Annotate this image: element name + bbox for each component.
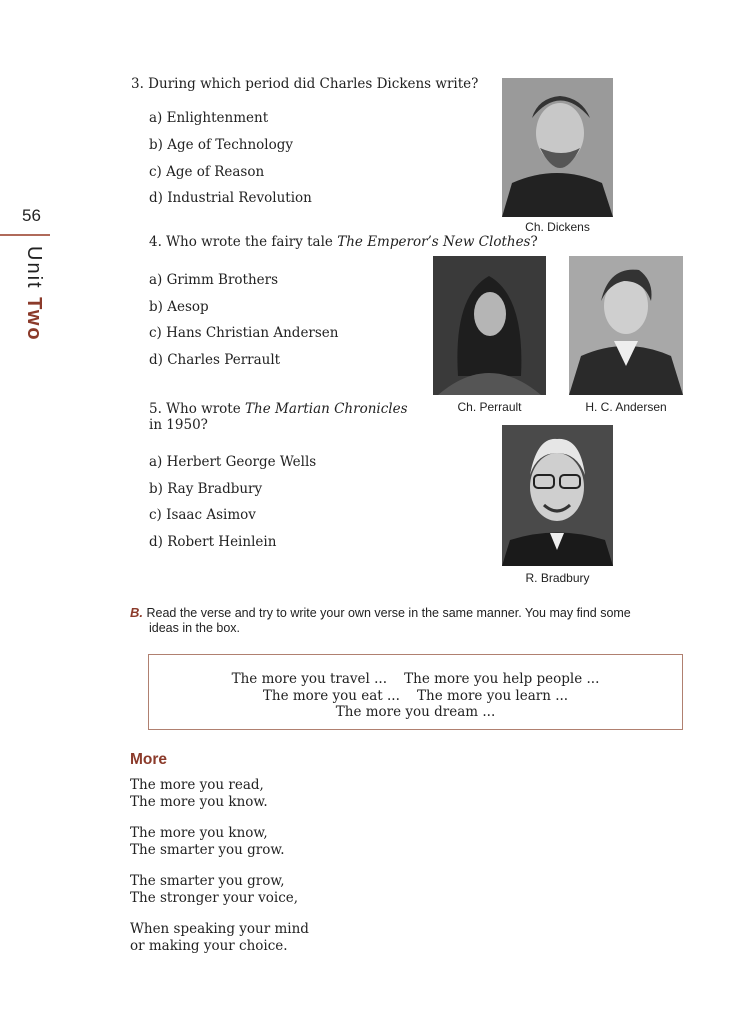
question-4-title: The Emperor’s New Clothes [337,234,531,250]
option-4c: c) Hans Christian Andersen [149,325,339,341]
question-4 [149,234,538,250]
question-5 [149,401,408,417]
perrault-photo [433,256,546,395]
task-b-line1: Read the verse and try to write your own verse in the same manner. You may find some [146,606,631,620]
poem-line: The stronger your voice, [130,890,299,906]
option-3b: b) Age of Technology [149,137,294,153]
unit-label [22,246,45,342]
perrault-caption: Ch. Perrault [457,400,522,414]
dickens-photo [502,78,613,217]
question-5-title: The Martian Chronicles [245,401,408,417]
question-3: 3. During which period did Charles Dickens write? [131,76,479,92]
poem-line: When speaking your mind [130,921,309,937]
option-3d: d) Industrial Revolution [149,190,312,206]
poem-stanza [130,825,285,859]
dickens-caption: Ch. Dickens [525,220,590,234]
unit-name: Two [23,297,45,342]
poem-line: or making your choice. [130,938,288,954]
question-5-text: 5. Who wrote [149,401,246,417]
question-5-line2: in 1950? [149,417,208,433]
option-4a: a) Grimm Brothers [149,272,279,288]
idea-line: The more you travel ... The more you help people ... [231,671,600,687]
poem-line: The more you read, [130,777,264,793]
bradbury-photo [502,425,613,566]
option-3c: c) Age of Reason [149,164,265,180]
task-b-line2: ideas in the box. [149,621,241,635]
ideas-box [148,654,683,730]
bradbury-caption: R. Bradbury [525,571,590,585]
option-4d: d) Charles Perrault [149,352,281,368]
idea-line: The more you eat ... The more you learn ... [262,687,569,704]
poem-title: More [130,751,168,768]
option-5d: d) Robert Heinlein [149,534,277,550]
option-3a: a) Enlightenment [149,110,269,126]
task-b-label: B. [130,605,143,620]
poem-line: The smarter you grow, [130,873,285,889]
sidebar-divider [0,234,50,236]
option-5a: a) Herbert George Wells [149,454,317,470]
poem-stanza [130,921,309,955]
poem-line: The more you know, [130,825,268,841]
idea-line: The more you dream ... [335,704,496,720]
poem-stanza [130,873,298,907]
page-number: 56 [22,206,41,225]
question-4-text: 4. Who wrote the fairy tale [149,234,338,250]
poem-line: The smarter you grow. [130,842,285,858]
option-5b: b) Ray Bradbury [149,481,263,497]
option-4b: b) Aesop [149,299,209,315]
task-b-instruction [130,605,631,620]
andersen-photo [569,256,683,395]
unit-word: Unit [23,246,45,290]
option-5c: c) Isaac Asimov [149,507,256,523]
poem-line: The more you know. [130,794,268,810]
poem-stanza [130,777,268,811]
question-4-suffix: ? [530,234,538,250]
andersen-caption: H. C. Andersen [585,400,667,414]
